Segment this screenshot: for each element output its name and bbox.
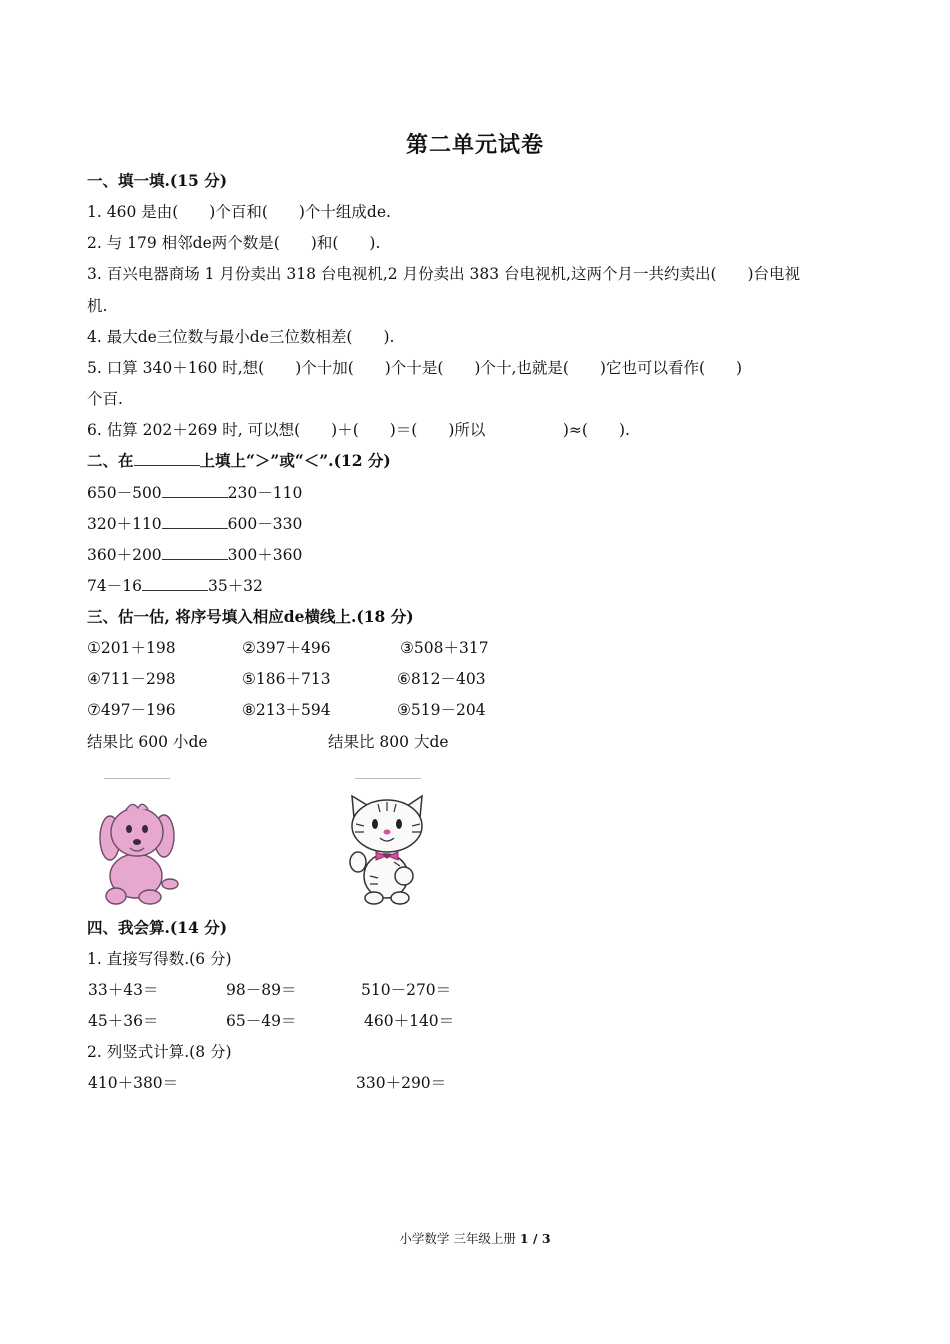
page-footer: [0, 1229, 950, 1247]
vertical-problem: 410＋380＝: [88, 1074, 179, 1092]
puppy-leg: [139, 890, 161, 904]
subsection-vertical: 2. 列竖式计算.(8 分): [87, 1043, 232, 1061]
page-number: 1 / 3: [519, 1231, 551, 1246]
estimate-item: ⑨519－204: [397, 701, 486, 719]
label-more-than-800: 结果比 800 大de: [328, 733, 449, 751]
estimate-item: ⑥812－403: [397, 670, 486, 688]
compare-right: 600－330: [227, 515, 303, 533]
compare-left: 74－16: [87, 577, 142, 595]
estimate-item: ③508＋317: [400, 639, 489, 657]
question-1-5-line1: 5. 口算 340＋160 时,想( )个十加( )个十是( )个十,也就是( )它也可以看作( ): [87, 359, 743, 377]
puppy-tail: [162, 879, 178, 889]
section-2-heading-start: 二、在: [87, 451, 134, 470]
puppy-eye: [142, 825, 148, 833]
puppy-tuft: [126, 804, 148, 810]
answer-line-more[interactable]: [355, 778, 421, 779]
compare-right: 35＋32: [207, 577, 263, 595]
section-2-heading: [87, 451, 391, 471]
puppy-nose: [133, 839, 141, 845]
compare-row: [87, 576, 263, 596]
estimate-item: ⑦497－196: [87, 701, 176, 719]
kitten-ball: [395, 867, 413, 885]
direct-problem: 65－49＝: [226, 1012, 297, 1030]
direct-problem: 98－89＝: [226, 981, 297, 999]
question-1-6: 6. 估算 202＋269 时, 可以想( )＋( )＝( )所以 )≈( ).: [87, 421, 630, 439]
section-2-heading-end: 上填上“＞”或“＜”.(12 分): [199, 451, 391, 470]
puppy-eye: [126, 825, 132, 833]
compare-blank[interactable]: [162, 514, 228, 529]
question-1-4: 4. 最大de三位数与最小de三位数相差( ).: [87, 328, 395, 346]
question-1-3-line1: 3. 百兴电器商场 1 月份卖出 318 台电视机,2 月份卖出 383 台电视机,这两个月一共约卖出( )台电视: [87, 265, 801, 283]
direct-problem: 45＋36＝: [88, 1012, 159, 1030]
kitten-eye: [396, 819, 402, 829]
compare-blank[interactable]: [162, 483, 228, 498]
kitten-eye: [372, 819, 378, 829]
compare-blank[interactable]: [162, 545, 228, 560]
answer-blank[interactable]: [134, 451, 200, 466]
compare-row: [87, 514, 302, 534]
compare-blank[interactable]: [142, 576, 208, 591]
puppy-illustration: [92, 796, 188, 908]
estimate-item: ⑧213＋594: [242, 701, 331, 719]
kitten-bow-knot: [385, 854, 390, 859]
puppy-leg: [106, 888, 126, 904]
estimate-item: ②397＋496: [242, 639, 331, 657]
compare-row: [87, 483, 302, 503]
compare-right: 300＋360: [227, 546, 303, 564]
estimate-item: ①201＋198: [87, 639, 176, 657]
puppy-head: [111, 808, 163, 856]
section-4-heading: 四、我会算.(14 分): [87, 918, 228, 937]
direct-problem: 460＋140＝: [364, 1012, 455, 1030]
estimate-item: ④711－298: [87, 670, 176, 688]
compare-row: [87, 545, 302, 565]
kitten-foot: [391, 892, 409, 904]
page-title: 第二单元试卷: [405, 132, 544, 158]
estimate-item: ⑤186＋713: [242, 670, 331, 688]
kitten-nose: [384, 830, 391, 835]
footer-subject: 小学数学 三年级上册: [399, 1231, 516, 1246]
kitten-illustration: [342, 792, 432, 908]
section-3-heading: 三、估一估, 将序号填入相应de横线上.(18 分): [87, 607, 414, 626]
compare-left: 320＋110: [87, 515, 162, 533]
direct-problem: 510－270＝: [361, 981, 452, 999]
compare-left: 360＋200: [87, 546, 162, 564]
compare-left: 650－500: [87, 484, 162, 502]
question-1-3-line2: 机.: [87, 297, 108, 315]
vertical-problem: 330＋290＝: [356, 1074, 447, 1092]
direct-problem: 33＋43＝: [88, 981, 159, 999]
section-1-heading: 一、填一填.(15 分): [87, 171, 228, 190]
label-less-than-600: 结果比 600 小de: [87, 733, 208, 751]
question-1-2: 2. 与 179 相邻de两个数是( )和( ).: [87, 234, 381, 252]
kitten-paw: [350, 852, 366, 872]
subsection-direct: 1. 直接写得数.(6 分): [87, 950, 232, 968]
kitten-foot: [365, 892, 383, 904]
question-1-5-line2: 个百.: [87, 390, 123, 408]
question-1-1: 1. 460 是由( )个百和( )个十组成de.: [87, 203, 391, 221]
answer-line-less[interactable]: [104, 778, 170, 779]
compare-right: 230－110: [227, 484, 303, 502]
